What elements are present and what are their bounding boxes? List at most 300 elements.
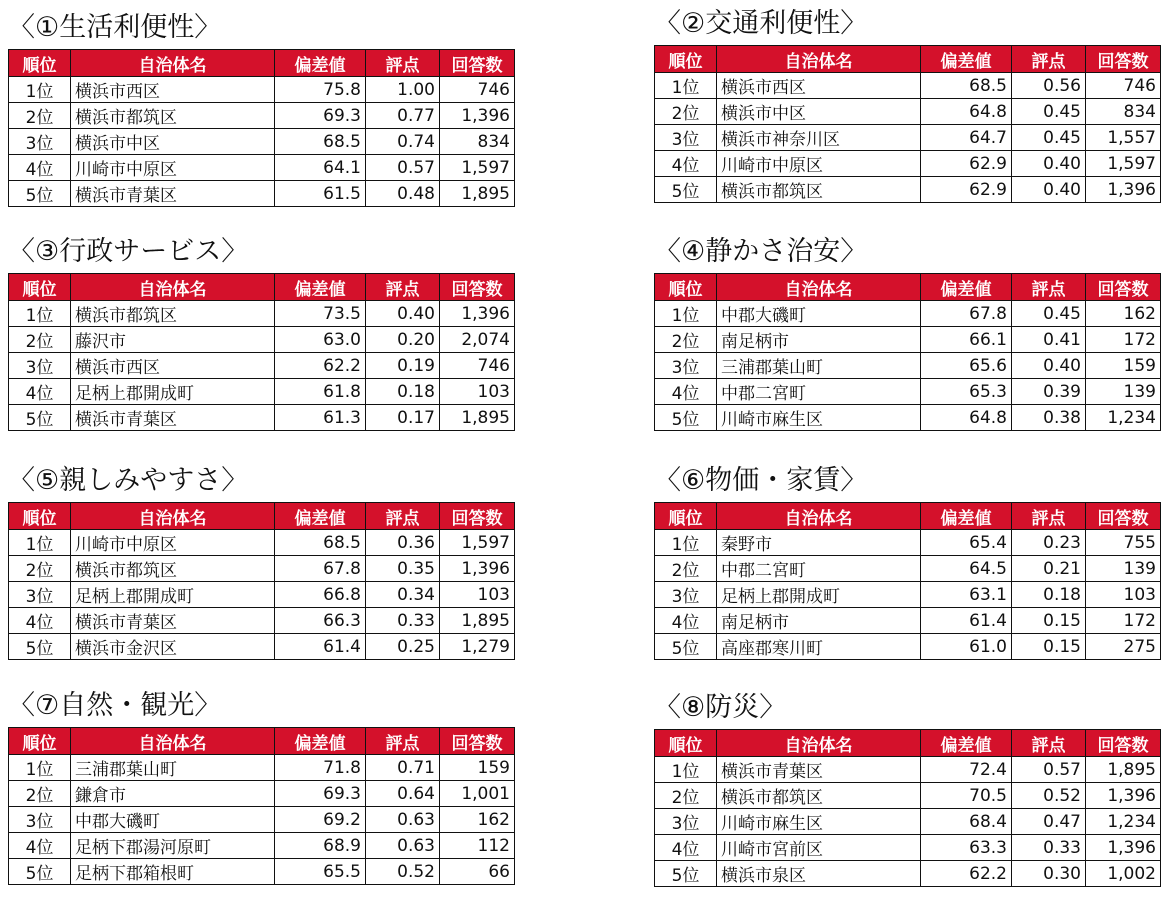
score-cell: 0.38	[1012, 405, 1086, 431]
municipality-header: 自治体名	[717, 274, 921, 301]
response-count-cell: 172	[1086, 608, 1161, 634]
municipality-cell: 中郡大磯町	[717, 301, 921, 327]
deviation-value-cell: 66.3	[275, 608, 366, 634]
municipality-cell: 横浜市青葉区	[71, 608, 275, 634]
score-cell: 0.56	[1012, 73, 1086, 99]
response-count-cell: 1,396	[1086, 835, 1161, 861]
municipality-cell: 横浜市都筑区	[71, 556, 275, 582]
score-cell: 0.40	[1012, 353, 1086, 379]
municipality-cell: 足柄上郡開成町	[71, 582, 275, 608]
table-row	[655, 73, 1161, 99]
deviation-value-cell: 64.5	[921, 556, 1012, 582]
municipality-cell: 藤沢市	[71, 327, 275, 353]
score-cell: 0.23	[1012, 530, 1086, 556]
rank-cell: 5位	[655, 405, 717, 431]
deviation-value-cell: 63.3	[921, 835, 1012, 861]
table-row	[655, 530, 1161, 556]
responses-header: 回答数	[1086, 46, 1161, 73]
ranking-table	[8, 49, 515, 207]
table-header-row	[655, 46, 1161, 73]
score-header: 評点	[366, 728, 440, 755]
table-row	[9, 353, 515, 379]
municipality-cell: 中郡大磯町	[71, 807, 275, 833]
panel-nature-tourism	[8, 688, 514, 885]
score-header: 評点	[1012, 46, 1086, 73]
rank-cell: 3位	[9, 807, 71, 833]
score-cell: 0.52	[366, 859, 440, 885]
score-cell: 0.47	[1012, 809, 1086, 835]
municipality-cell: 横浜市都筑区	[71, 301, 275, 327]
municipality-cell: 川崎市麻生区	[717, 405, 921, 431]
response-count-cell: 162	[1086, 301, 1161, 327]
response-count-cell: 1,396	[1086, 177, 1161, 203]
panel-prices-rent	[654, 463, 1160, 660]
score-cell: 0.52	[1012, 783, 1086, 809]
table-row	[9, 327, 515, 353]
panel-title: 〈⑥物価・家賃〉	[654, 465, 868, 496]
table-row	[9, 155, 515, 181]
deviation-value-cell: 62.2	[921, 861, 1012, 887]
table-header-row	[9, 50, 515, 77]
deviation-value-cell: 68.5	[275, 530, 366, 556]
table-row	[9, 556, 515, 582]
rank-cell: 3位	[655, 125, 717, 151]
deviation-header: 偏差値	[921, 46, 1012, 73]
score-header: 評点	[1012, 274, 1086, 301]
score-cell: 0.45	[1012, 301, 1086, 327]
response-count-cell: 172	[1086, 327, 1161, 353]
score-header: 評点	[366, 274, 440, 301]
table-row	[655, 125, 1161, 151]
rank-cell: 4位	[655, 379, 717, 405]
panel-life-convenience	[8, 10, 514, 207]
table-row	[655, 151, 1161, 177]
score-cell: 0.36	[366, 530, 440, 556]
response-count-cell: 103	[440, 582, 515, 608]
municipality-cell: 横浜市青葉区	[717, 757, 921, 783]
deviation-header: 偏差値	[275, 728, 366, 755]
response-count-cell: 159	[440, 755, 515, 781]
deviation-value-cell: 69.3	[275, 103, 366, 129]
municipality-header: 自治体名	[717, 46, 921, 73]
municipality-cell: 足柄下郡箱根町	[71, 859, 275, 885]
municipality-cell: 横浜市都筑区	[717, 783, 921, 809]
rank-cell: 1位	[9, 530, 71, 556]
rank-cell: 2位	[9, 103, 71, 129]
score-cell: 0.40	[1012, 177, 1086, 203]
municipality-cell: 川崎市宮前区	[717, 835, 921, 861]
rank-cell: 2位	[655, 783, 717, 809]
score-cell: 0.30	[1012, 861, 1086, 887]
deviation-value-cell: 61.4	[921, 608, 1012, 634]
table-row	[9, 781, 515, 807]
panel-transport-convenience	[654, 6, 1160, 203]
response-count-cell: 1,234	[1086, 405, 1161, 431]
rank-header: 順位	[9, 728, 71, 755]
response-count-cell: 1,597	[1086, 151, 1161, 177]
deviation-value-cell: 61.5	[275, 181, 366, 207]
table-row	[9, 405, 515, 431]
rank-cell: 1位	[655, 757, 717, 783]
deviation-value-cell: 73.5	[275, 301, 366, 327]
panel-title: 〈①生活利便性〉	[8, 12, 222, 43]
deviation-value-cell: 62.2	[275, 353, 366, 379]
response-count-cell: 1,396	[440, 103, 515, 129]
deviation-value-cell: 75.8	[275, 77, 366, 103]
table-header-row	[655, 274, 1161, 301]
municipality-cell: 足柄下郡湯河原町	[71, 833, 275, 859]
deviation-value-cell: 65.3	[921, 379, 1012, 405]
score-cell: 0.25	[366, 634, 440, 660]
response-count-cell: 746	[440, 77, 515, 103]
deviation-value-cell: 68.9	[275, 833, 366, 859]
rank-cell: 4位	[9, 833, 71, 859]
response-count-cell: 1,895	[440, 405, 515, 431]
rank-header: 順位	[655, 274, 717, 301]
panel-quiet-safety	[654, 234, 1160, 431]
panel-title: 〈⑤親しみやすさ〉	[8, 465, 249, 496]
ranking-table	[8, 727, 515, 885]
table-row	[9, 755, 515, 781]
score-header: 評点	[1012, 730, 1086, 757]
table-row	[9, 129, 515, 155]
table-header-row	[9, 274, 515, 301]
municipality-cell: 中郡二宮町	[717, 379, 921, 405]
table-row	[655, 809, 1161, 835]
rank-cell: 4位	[9, 608, 71, 634]
panel-title: 〈④静かさ治安〉	[654, 236, 868, 267]
score-header: 評点	[1012, 503, 1086, 530]
score-cell: 0.21	[1012, 556, 1086, 582]
table-row	[655, 177, 1161, 203]
ranking-table	[8, 502, 515, 660]
municipality-cell: 川崎市中原区	[71, 530, 275, 556]
response-count-cell: 746	[1086, 73, 1161, 99]
rank-header: 順位	[9, 274, 71, 301]
score-cell: 0.40	[1012, 151, 1086, 177]
deviation-value-cell: 61.8	[275, 379, 366, 405]
ranking-table	[8, 273, 515, 431]
response-count-cell: 755	[1086, 530, 1161, 556]
rank-cell: 1位	[655, 301, 717, 327]
municipality-cell: 川崎市中原区	[717, 151, 921, 177]
rank-cell: 5位	[9, 181, 71, 207]
response-count-cell: 834	[1086, 99, 1161, 125]
response-count-cell: 275	[1086, 634, 1161, 660]
deviation-value-cell: 63.0	[275, 327, 366, 353]
score-cell: 0.18	[366, 379, 440, 405]
rank-cell: 4位	[655, 608, 717, 634]
municipality-header: 自治体名	[71, 503, 275, 530]
municipality-cell: 秦野市	[717, 530, 921, 556]
municipality-cell: 足柄上郡開成町	[717, 582, 921, 608]
table-row	[655, 608, 1161, 634]
deviation-value-cell: 63.1	[921, 582, 1012, 608]
deviation-value-cell: 61.3	[275, 405, 366, 431]
deviation-value-cell: 62.9	[921, 151, 1012, 177]
rank-cell: 3位	[9, 129, 71, 155]
score-cell: 0.63	[366, 833, 440, 859]
municipality-cell: 横浜市中区	[717, 99, 921, 125]
rank-header: 順位	[9, 503, 71, 530]
municipality-cell: 南足柄市	[717, 327, 921, 353]
table-row	[655, 301, 1161, 327]
rank-cell: 2位	[655, 99, 717, 125]
table-row	[655, 379, 1161, 405]
rank-cell: 2位	[655, 556, 717, 582]
table-row	[9, 379, 515, 405]
table-row	[9, 77, 515, 103]
table-row	[655, 835, 1161, 861]
municipality-cell: 横浜市青葉区	[71, 181, 275, 207]
ranking-table	[654, 273, 1161, 431]
table-row	[655, 757, 1161, 783]
municipality-cell: 横浜市都筑区	[717, 177, 921, 203]
table-row	[655, 99, 1161, 125]
rank-cell: 3位	[655, 582, 717, 608]
rank-cell: 2位	[9, 781, 71, 807]
deviation-value-cell: 64.8	[921, 99, 1012, 125]
responses-header: 回答数	[1086, 730, 1161, 757]
response-count-cell: 1,597	[440, 155, 515, 181]
deviation-header: 偏差値	[275, 503, 366, 530]
table-row	[9, 582, 515, 608]
score-cell: 0.33	[1012, 835, 1086, 861]
municipality-cell: 横浜市金沢区	[71, 634, 275, 660]
table-row	[9, 530, 515, 556]
rank-header: 順位	[655, 46, 717, 73]
municipality-cell: 三浦郡葉山町	[71, 755, 275, 781]
response-count-cell: 139	[1086, 556, 1161, 582]
score-cell: 0.34	[366, 582, 440, 608]
table-header-row	[655, 503, 1161, 530]
table-row	[655, 327, 1161, 353]
response-count-cell: 1,895	[1086, 757, 1161, 783]
score-cell: 0.19	[366, 353, 440, 379]
response-count-cell: 1,396	[440, 301, 515, 327]
table-header-row	[655, 730, 1161, 757]
score-cell: 0.45	[1012, 125, 1086, 151]
municipality-cell: 横浜市西区	[717, 73, 921, 99]
municipality-cell: 横浜市西区	[71, 353, 275, 379]
municipality-cell: 横浜市西区	[71, 77, 275, 103]
deviation-value-cell: 65.5	[275, 859, 366, 885]
deviation-value-cell: 65.4	[921, 530, 1012, 556]
municipality-cell: 横浜市青葉区	[71, 405, 275, 431]
table-row	[9, 608, 515, 634]
response-count-cell: 103	[440, 379, 515, 405]
panel-friendliness	[8, 463, 514, 660]
deviation-value-cell: 62.9	[921, 177, 1012, 203]
table-row	[655, 634, 1161, 660]
deviation-value-cell: 66.8	[275, 582, 366, 608]
table-row	[9, 833, 515, 859]
deviation-value-cell: 68.4	[921, 809, 1012, 835]
score-cell: 0.35	[366, 556, 440, 582]
rank-header: 順位	[655, 730, 717, 757]
score-cell: 0.71	[366, 755, 440, 781]
score-cell: 0.74	[366, 129, 440, 155]
table-row	[655, 405, 1161, 431]
deviation-value-cell: 69.2	[275, 807, 366, 833]
score-header: 評点	[366, 50, 440, 77]
deviation-value-cell: 68.5	[275, 129, 366, 155]
rank-cell: 5位	[9, 634, 71, 660]
deviation-value-cell: 64.8	[921, 405, 1012, 431]
score-cell: 0.48	[366, 181, 440, 207]
rank-cell: 2位	[9, 556, 71, 582]
responses-header: 回答数	[440, 503, 515, 530]
deviation-value-cell: 64.1	[275, 155, 366, 181]
municipality-cell: 横浜市都筑区	[71, 103, 275, 129]
table-row	[9, 301, 515, 327]
rank-cell: 1位	[9, 301, 71, 327]
responses-header: 回答数	[1086, 503, 1161, 530]
score-header: 評点	[366, 503, 440, 530]
response-count-cell: 2,074	[440, 327, 515, 353]
response-count-cell: 1,001	[440, 781, 515, 807]
response-count-cell: 746	[440, 353, 515, 379]
deviation-value-cell: 66.1	[921, 327, 1012, 353]
rank-cell: 4位	[655, 835, 717, 861]
municipality-cell: 中郡二宮町	[717, 556, 921, 582]
deviation-value-cell: 71.8	[275, 755, 366, 781]
municipality-header: 自治体名	[717, 730, 921, 757]
municipality-cell: 南足柄市	[717, 608, 921, 634]
rank-cell: 1位	[655, 530, 717, 556]
rank-cell: 2位	[655, 327, 717, 353]
table-row	[9, 103, 515, 129]
panel-title: 〈③行政サービス〉	[8, 236, 249, 267]
municipality-header: 自治体名	[71, 728, 275, 755]
rank-cell: 4位	[655, 151, 717, 177]
municipality-header: 自治体名	[71, 50, 275, 77]
rank-header: 順位	[655, 503, 717, 530]
responses-header: 回答数	[440, 728, 515, 755]
municipality-cell: 足柄上郡開成町	[71, 379, 275, 405]
score-cell: 0.45	[1012, 99, 1086, 125]
deviation-header: 偏差値	[921, 503, 1012, 530]
deviation-value-cell: 61.4	[275, 634, 366, 660]
table-header-row	[9, 503, 515, 530]
municipality-cell: 横浜市神奈川区	[717, 125, 921, 151]
rank-header: 順位	[9, 50, 71, 77]
score-cell: 1.00	[366, 77, 440, 103]
score-cell: 0.33	[366, 608, 440, 634]
score-cell: 0.18	[1012, 582, 1086, 608]
ranking-table	[654, 45, 1161, 203]
municipality-cell: 三浦郡葉山町	[717, 353, 921, 379]
table-row	[655, 783, 1161, 809]
response-count-cell: 103	[1086, 582, 1161, 608]
rank-cell: 3位	[9, 582, 71, 608]
rank-cell: 3位	[655, 353, 717, 379]
table-row	[9, 634, 515, 660]
deviation-value-cell: 69.3	[275, 781, 366, 807]
response-count-cell: 1,279	[440, 634, 515, 660]
municipality-cell: 鎌倉市	[71, 781, 275, 807]
panel-disaster-prevention	[654, 690, 1160, 887]
rank-cell: 1位	[9, 77, 71, 103]
response-count-cell: 1,396	[1086, 783, 1161, 809]
response-count-cell: 66	[440, 859, 515, 885]
rank-cell: 1位	[655, 73, 717, 99]
score-cell: 0.17	[366, 405, 440, 431]
score-cell: 0.63	[366, 807, 440, 833]
responses-header: 回答数	[1086, 274, 1161, 301]
deviation-value-cell: 64.7	[921, 125, 1012, 151]
municipality-cell: 川崎市中原区	[71, 155, 275, 181]
municipality-cell: 高座郡寒川町	[717, 634, 921, 660]
deviation-header: 偏差値	[921, 730, 1012, 757]
rank-cell: 5位	[9, 859, 71, 885]
rank-cell: 3位	[655, 809, 717, 835]
response-count-cell: 1,895	[440, 608, 515, 634]
rank-cell: 4位	[9, 379, 71, 405]
municipality-header: 自治体名	[717, 503, 921, 530]
score-cell: 0.40	[366, 301, 440, 327]
response-count-cell: 1,597	[440, 530, 515, 556]
score-cell: 0.41	[1012, 327, 1086, 353]
deviation-header: 偏差値	[921, 274, 1012, 301]
ranking-table	[654, 502, 1161, 660]
rank-cell: 2位	[9, 327, 71, 353]
table-row	[655, 861, 1161, 887]
municipality-cell: 川崎市麻生区	[717, 809, 921, 835]
panel-title: 〈⑧防災〉	[654, 692, 787, 723]
rank-cell: 4位	[9, 155, 71, 181]
response-count-cell: 162	[440, 807, 515, 833]
response-count-cell: 1,895	[440, 181, 515, 207]
score-cell: 0.20	[366, 327, 440, 353]
score-cell: 0.39	[1012, 379, 1086, 405]
score-cell: 0.57	[366, 155, 440, 181]
rank-cell: 5位	[655, 861, 717, 887]
panel-title: 〈⑦自然・観光〉	[8, 690, 222, 721]
panel-title: 〈②交通利便性〉	[654, 8, 868, 39]
response-count-cell: 1,234	[1086, 809, 1161, 835]
score-cell: 0.15	[1012, 608, 1086, 634]
rank-cell: 3位	[9, 353, 71, 379]
municipality-header: 自治体名	[71, 274, 275, 301]
rank-cell: 1位	[9, 755, 71, 781]
deviation-value-cell: 72.4	[921, 757, 1012, 783]
rank-cell: 5位	[9, 405, 71, 431]
table-header-row	[9, 728, 515, 755]
score-cell: 0.15	[1012, 634, 1086, 660]
panel-administrative-services	[8, 234, 514, 431]
rank-cell: 5位	[655, 634, 717, 660]
table-row	[655, 582, 1161, 608]
deviation-header: 偏差値	[275, 274, 366, 301]
table-row	[9, 181, 515, 207]
deviation-value-cell: 67.8	[921, 301, 1012, 327]
deviation-value-cell: 65.6	[921, 353, 1012, 379]
response-count-cell: 159	[1086, 353, 1161, 379]
response-count-cell: 834	[440, 129, 515, 155]
responses-header: 回答数	[440, 274, 515, 301]
table-row	[9, 807, 515, 833]
response-count-cell: 112	[440, 833, 515, 859]
response-count-cell: 1,396	[440, 556, 515, 582]
deviation-value-cell: 70.5	[921, 783, 1012, 809]
responses-header: 回答数	[440, 50, 515, 77]
response-count-cell: 1,557	[1086, 125, 1161, 151]
ranking-table	[654, 729, 1161, 887]
deviation-value-cell: 67.8	[275, 556, 366, 582]
response-count-cell: 139	[1086, 379, 1161, 405]
table-row	[9, 859, 515, 885]
